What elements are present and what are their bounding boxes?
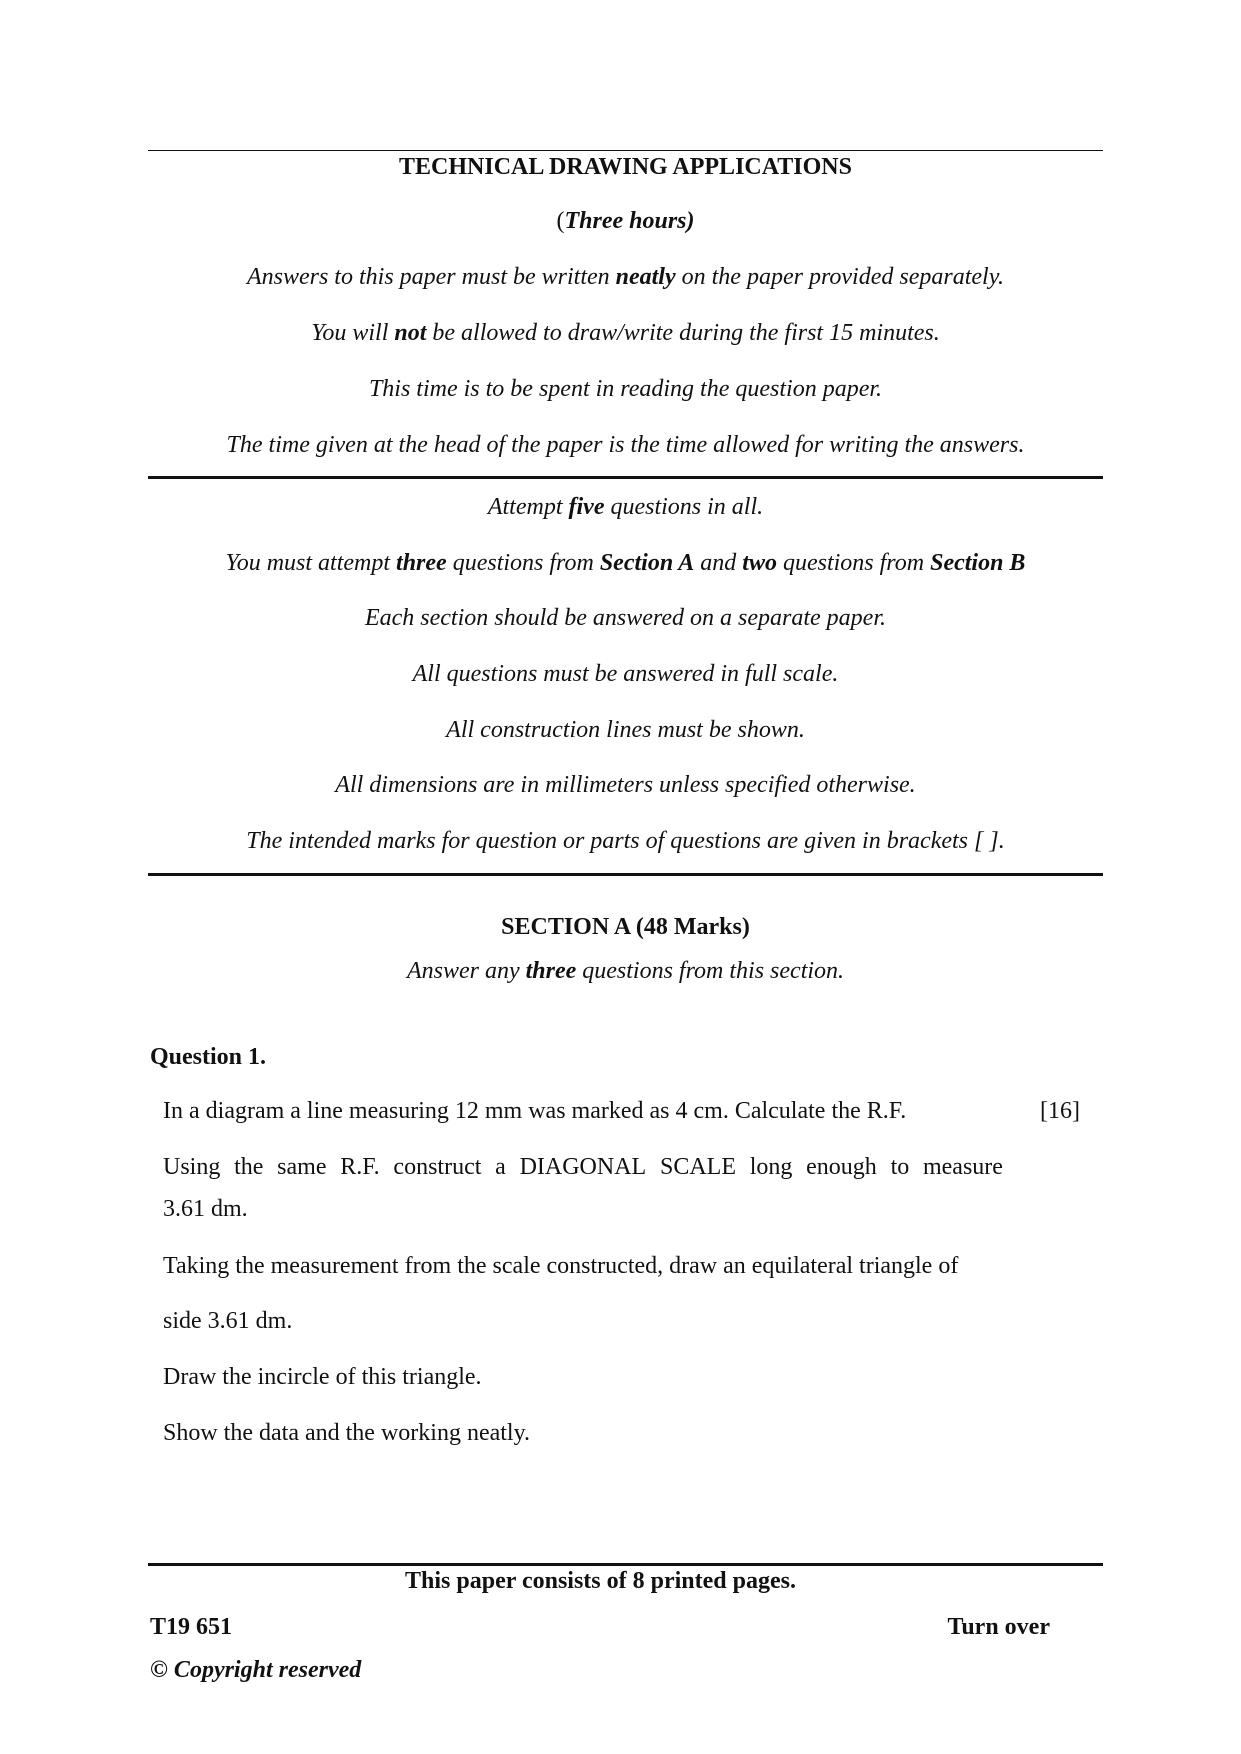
instruction-attempt-five: Attempt five questions in all.	[487, 494, 764, 520]
paper-title: TECHNICAL DRAWING APPLICATIONS	[399, 154, 852, 180]
word: long	[749, 1154, 793, 1180]
instruction-reading-purpose: This time is to be spent in reading the question paper.	[368, 376, 883, 402]
instruction-time-allowed: The time given at the head of the paper is the time allowed for writing the answers.	[226, 432, 1025, 458]
word: same	[277, 1154, 327, 1180]
instruction-dimensions: All dimensions are in millimeters unless specified otherwise.	[335, 772, 916, 798]
question-1-heading: Question 1.	[150, 1044, 267, 1070]
word: SCALE	[659, 1154, 736, 1180]
instruction-full-scale: All questions must be answered in full scale.	[412, 661, 839, 687]
question-1-part-diagonal-scale	[163, 1146, 1003, 1189]
question-1-part-triangle: Taking the measurement from the scale constructed, draw an equilateral triangle of	[163, 1253, 959, 1279]
section-a-title: SECTION A (48 Marks)	[501, 914, 750, 940]
question-1-part-diagonal-scale-cont: 3.61 dm.	[163, 1196, 248, 1222]
word: DIAGONAL	[519, 1154, 647, 1180]
word: R.F.	[340, 1154, 380, 1180]
section-a-subtitle: Answer any three questions from this section.	[406, 958, 845, 984]
word: to	[890, 1154, 910, 1180]
word: Using	[163, 1154, 221, 1180]
question-1-part-triangle-cont: side 3.61 dm.	[163, 1308, 293, 1334]
question-1-marks: [16]	[1040, 1098, 1080, 1124]
word: measure	[922, 1154, 1003, 1180]
question-1-part-working: Show the data and the working neatly.	[163, 1420, 531, 1446]
instruction-neatly: Answers to this paper must be written neatly on the paper provided separately.	[246, 264, 1005, 290]
paper-code: T19 651	[150, 1614, 233, 1640]
instruction-section-split: You must attempt three questions from Section A and two questions from Section B	[225, 550, 1026, 576]
copyright-notice: © Copyright reserved	[150, 1657, 362, 1683]
word: a	[495, 1154, 506, 1180]
instruction-marks-brackets: The intended marks for question or parts of questions are given in brackets [ ].	[246, 828, 1005, 854]
pages-note: This paper consists of 8 printed pages.	[405, 1568, 796, 1594]
instructions-divider	[148, 476, 1103, 479]
section-divider	[148, 873, 1103, 876]
top-rule	[148, 150, 1103, 151]
turn-over-label: Turn over	[947, 1614, 1050, 1640]
instruction-reading-time: You will not be allowed to draw/write during the first 15 minutes.	[311, 320, 940, 346]
word: the	[234, 1154, 264, 1180]
instruction-construction-lines: All construction lines must be shown.	[446, 717, 805, 743]
instruction-separate-paper: Each section should be answered on a separate paper.	[364, 605, 887, 631]
footer-rule	[148, 1563, 1103, 1566]
question-1-part-rf: In a diagram a line measuring 12 mm was marked as 4 cm. Calculate the R.F.	[163, 1098, 907, 1124]
duration: (Three hours)	[556, 208, 695, 234]
question-1-part-incircle: Draw the incircle of this triangle.	[163, 1364, 482, 1390]
word: enough	[806, 1154, 877, 1180]
word: construct	[393, 1154, 482, 1180]
